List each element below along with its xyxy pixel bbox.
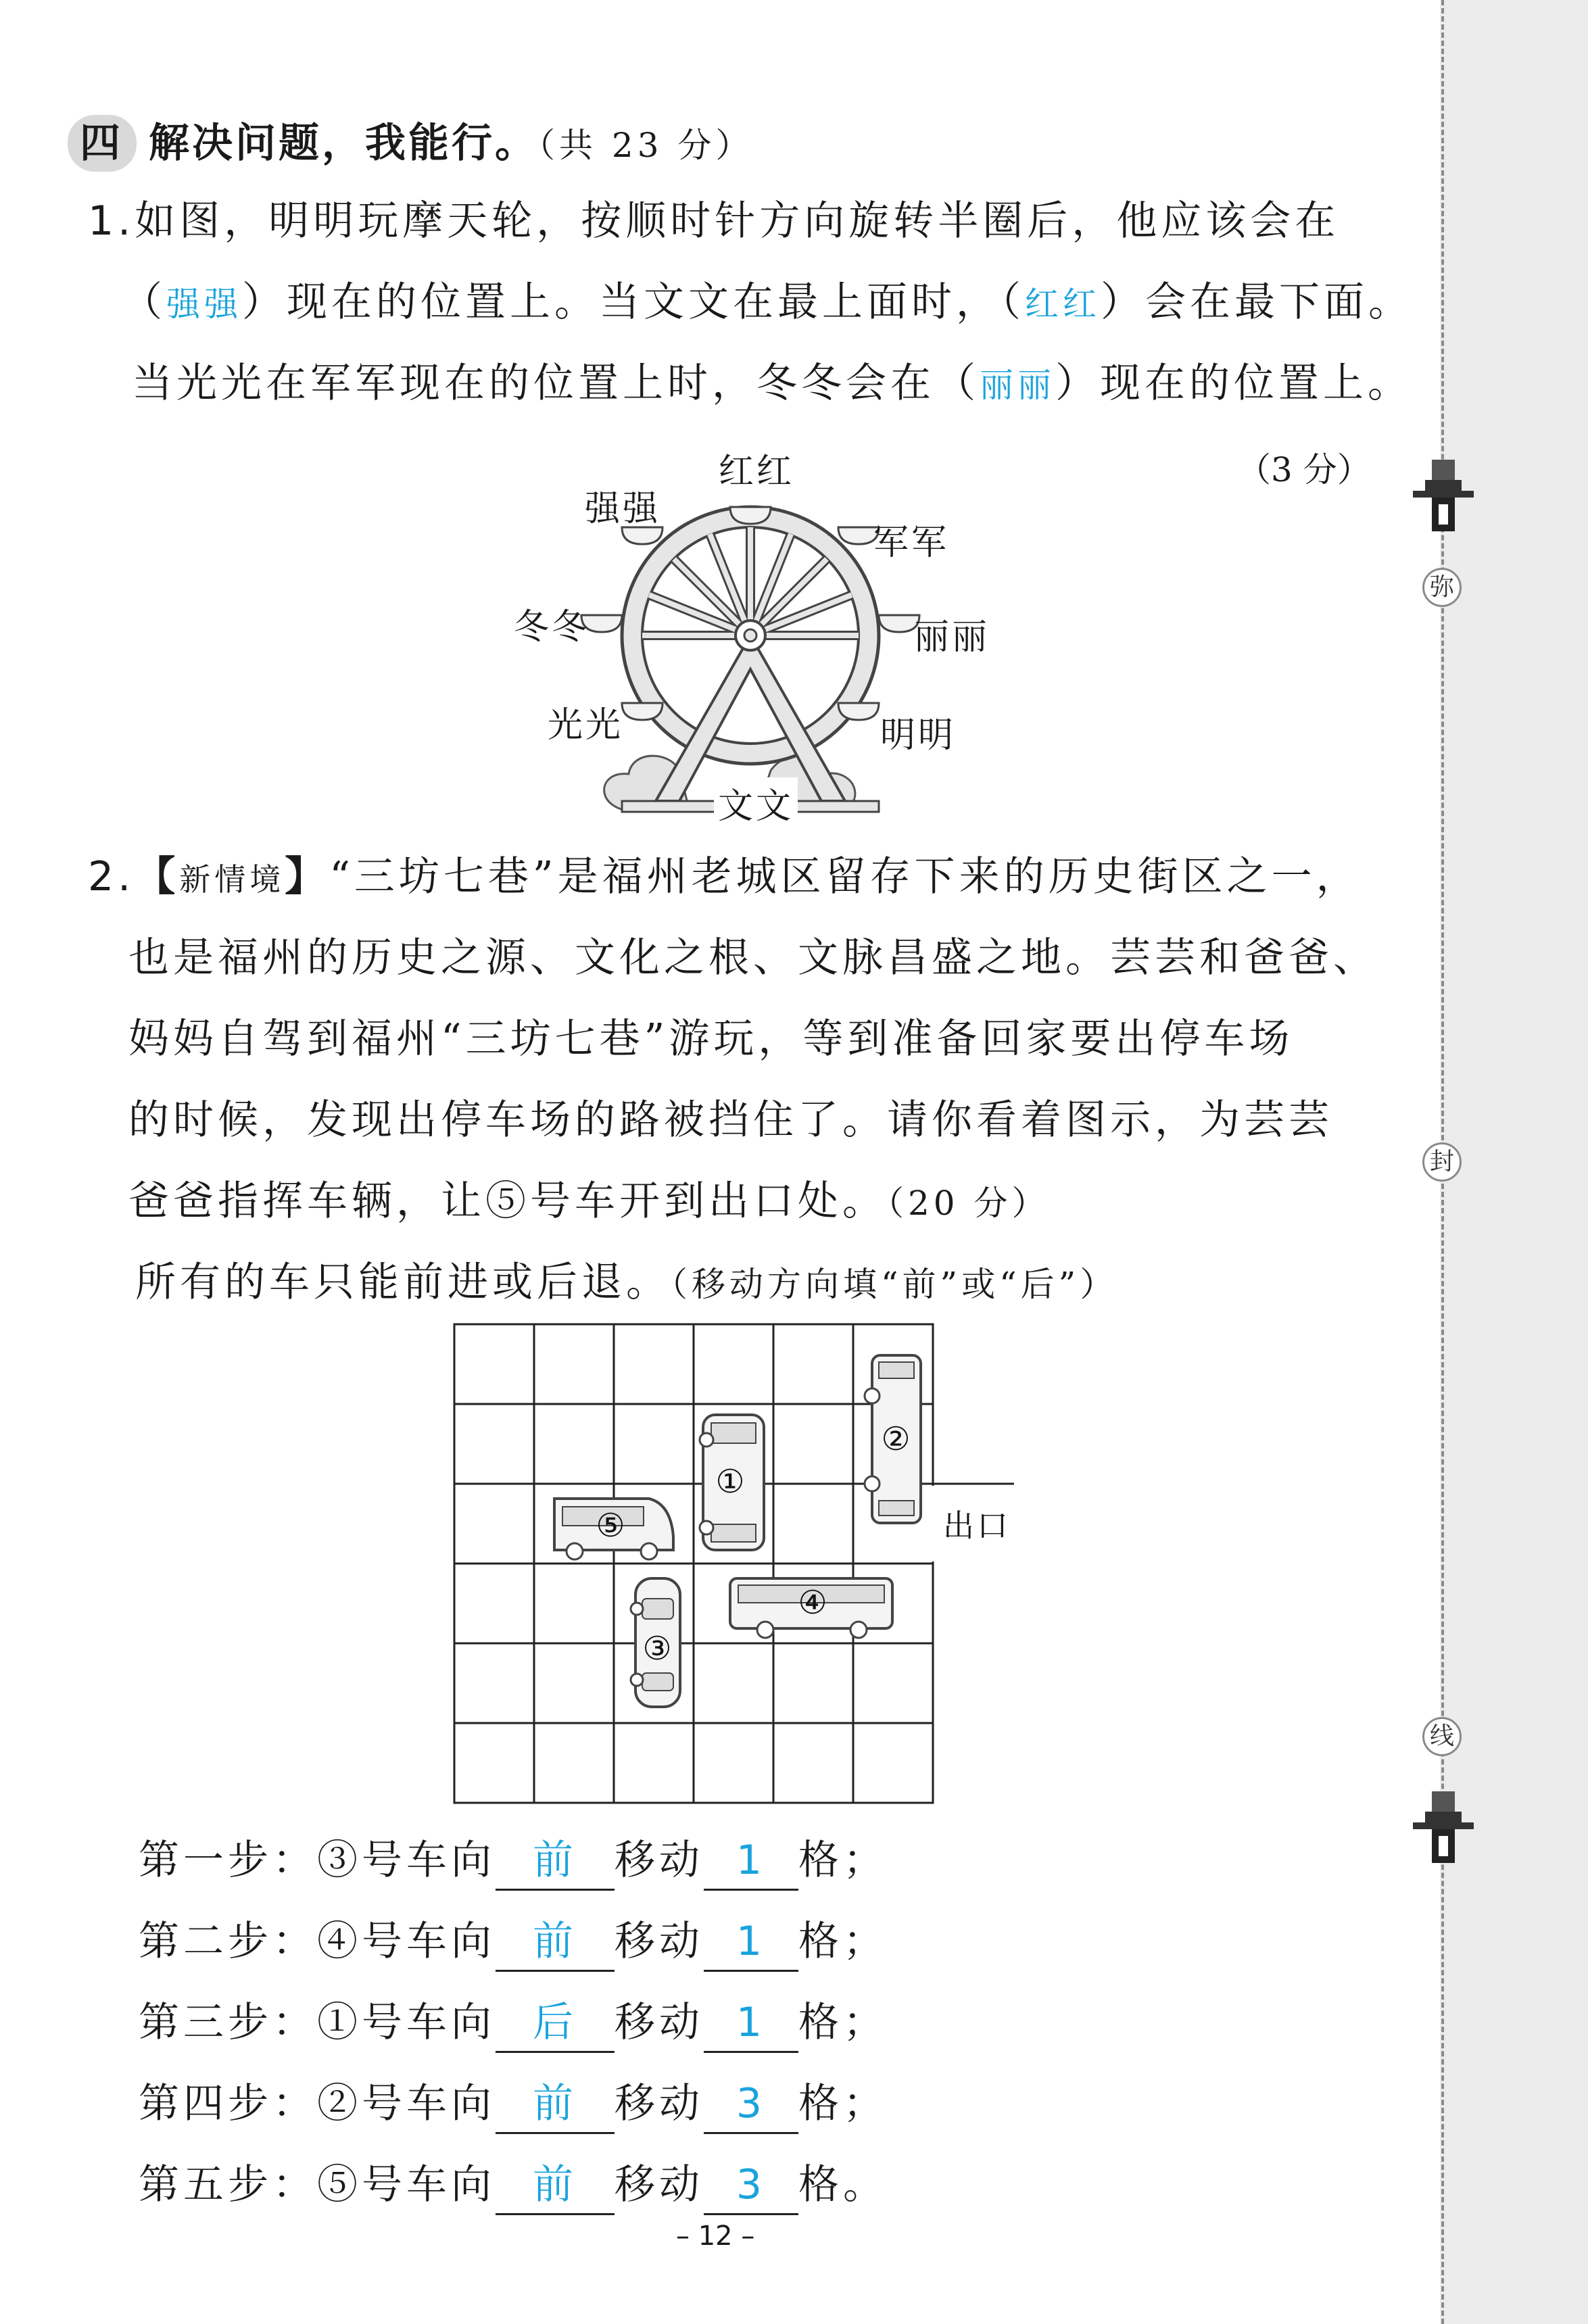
wheel-label-lower-left: 光光 xyxy=(548,705,624,746)
step-4: 第四步：②号车向 前 移动 3 格； xyxy=(139,2075,888,2134)
car-3-label: ③ xyxy=(642,1630,672,1668)
step-3-count: 1 xyxy=(704,1994,798,2053)
section-points: （共 23 分） xyxy=(538,126,754,165)
q1-answer-3: 丽丽 xyxy=(980,366,1055,405)
exit-label: 出口 xyxy=(943,1507,1011,1544)
step-1: 第一步：③号车向 前 移动 1 格； xyxy=(139,1832,888,1891)
wheel-label-lower-right: 明明 xyxy=(880,715,957,756)
q1-line3: 当光光在军军现在的位置上时，冬冬会在（丽丽）现在的位置上。 xyxy=(132,360,1412,407)
margin-char-xian: 线 xyxy=(1422,1717,1462,1756)
q1-answer-1: 强强 xyxy=(166,285,242,324)
wheel-label-upper-left: 强强 xyxy=(585,489,661,529)
step-5-direction: 前 xyxy=(496,2156,615,2215)
step-1-count: 1 xyxy=(704,1832,798,1891)
step-4-count: 3 xyxy=(704,2075,798,2134)
step-1-direction: 前 xyxy=(496,1832,615,1891)
wheel-label-top: 红红 xyxy=(719,452,795,492)
q2-tag: 新情境 xyxy=(179,861,285,898)
q1-line2: （强强）现在的位置上。当文文在最上面时，（红红）会在最下面。 xyxy=(122,279,1413,326)
q1-number: 1. xyxy=(88,197,135,245)
q1-line1: 1.如图，明明玩摩天轮，按顺时针方向旋转半圈后，他应该会在 xyxy=(88,197,1340,245)
section-badge: 四 xyxy=(68,115,137,172)
binder-clip-icon xyxy=(1413,1791,1474,1866)
q2-note: 所有的车只能前进或后退。（移动方向填“前”或“后”） xyxy=(135,1259,1118,1306)
wheel-label-right: 丽丽 xyxy=(914,617,990,658)
section-header xyxy=(68,115,753,174)
q2-line5: 爸爸指挥车辆，让⑤号车开到出口处。（20 分） xyxy=(128,1178,1050,1225)
step-3: 第三步：①号车向 后 移动 1 格； xyxy=(139,1994,888,2053)
step-2-count: 1 xyxy=(704,1913,798,1972)
car-2-label: ② xyxy=(881,1420,911,1458)
q2-line3: 妈妈自驾到福州“三坊七巷”游玩，等到准备回家要出停车场 xyxy=(128,1015,1294,1063)
margin-char-feng: 封 xyxy=(1422,1142,1462,1182)
parking-grid-figure xyxy=(446,1322,1041,1808)
page-number: – 12 – xyxy=(676,2221,755,2252)
car-4-label: ④ xyxy=(798,1584,827,1622)
section-title: 解决问题，我能行。 xyxy=(149,120,538,167)
step-2-direction: 前 xyxy=(496,1913,615,1972)
q2-line1: 2.【新情境】“三坊七巷”是福州老城区留存下来的历史街区之一， xyxy=(88,853,1361,900)
q1-points: （3 分） xyxy=(1237,450,1371,489)
q2-points: （20 分） xyxy=(887,1184,1050,1223)
car-5-label: ⑤ xyxy=(596,1507,625,1545)
binding-margin xyxy=(1440,0,1588,2324)
wheel-label-upper-right: 军军 xyxy=(873,523,950,563)
wheel-label-bottom: 文文 xyxy=(714,777,798,828)
step-2: 第二步：④号车向 前 移动 1 格； xyxy=(139,1913,888,1972)
margin-char-mi: 弥 xyxy=(1422,568,1462,607)
q2-line4: 的时候，发现出停车场的路被挡住了。请你看着图示，为芸芸 xyxy=(128,1096,1333,1144)
q2-line2: 也是福州的历史之源、文化之根、文脉昌盛之地。芸芸和爸爸、 xyxy=(128,934,1378,982)
step-4-direction: 前 xyxy=(496,2075,615,2134)
binder-clip-icon xyxy=(1413,460,1474,534)
step-5-count: 3 xyxy=(704,2156,798,2215)
car-1-label: ① xyxy=(715,1463,745,1501)
q1-answer-2: 红红 xyxy=(1025,285,1101,324)
q2-number: 2. xyxy=(88,853,135,900)
step-5: 第五步：⑤号车向 前 移动 3 格。 xyxy=(139,2156,888,2215)
step-3-direction: 后 xyxy=(496,1994,615,2053)
wheel-label-left: 冬冬 xyxy=(514,607,590,648)
